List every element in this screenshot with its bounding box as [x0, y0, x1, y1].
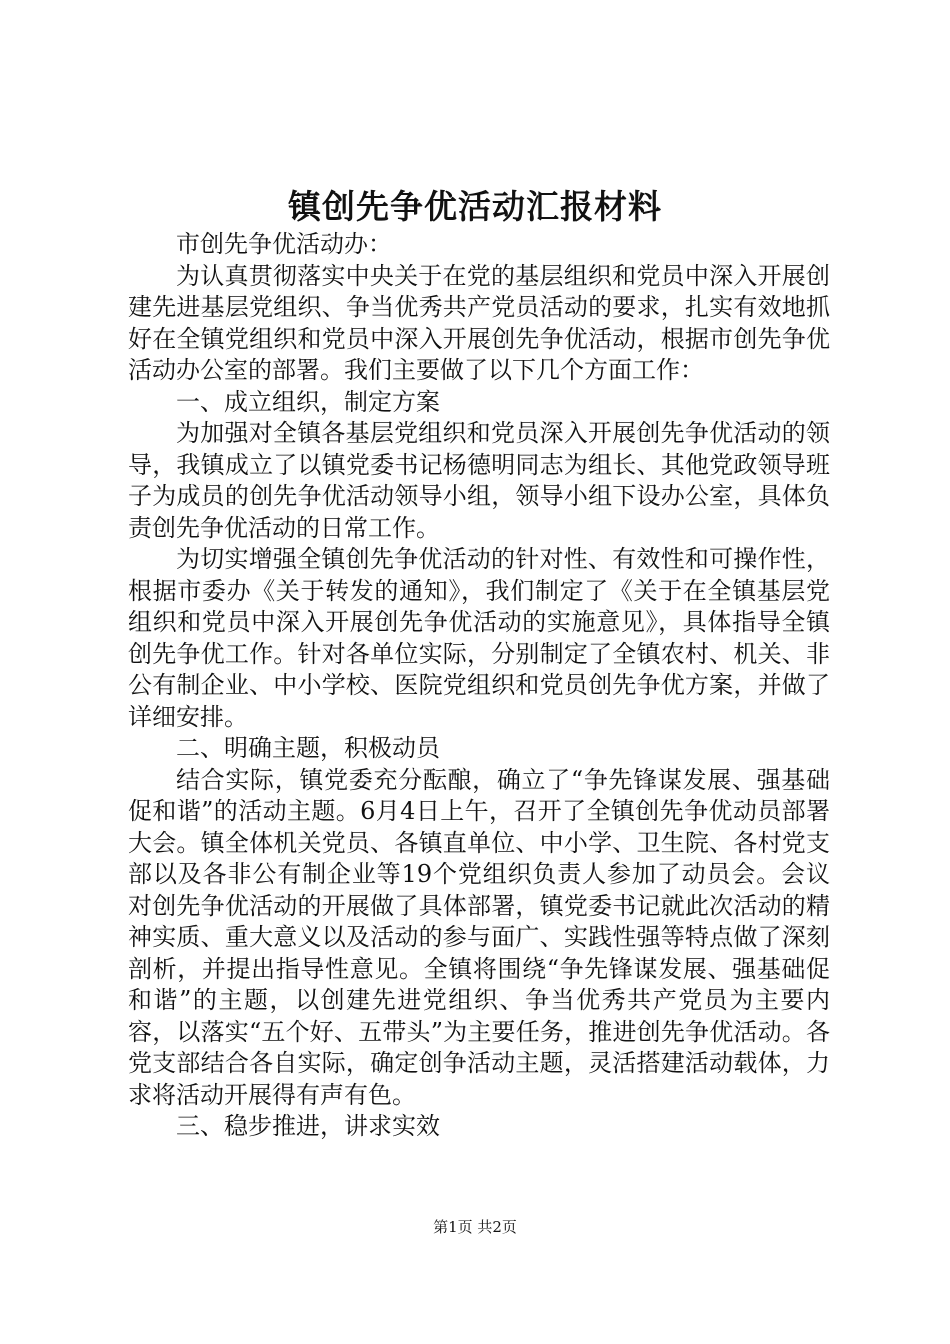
- document-title: 镇创先争优活动汇报材料: [288, 187, 662, 226]
- section-heading-1: 一、成立组织，制定方案: [176, 387, 440, 416]
- body-paragraph: 为加强对全镇各基层党组织和党员深入开展创先争优活动的领导，我镇成立了以镇党委书记杨德明同志为组长、其他党政领导班子为成员的创先争优活动领导小组，领导小组下设办公室，具体负责创先争优活动的日常工作。: [128, 419, 830, 542]
- section-heading-3: 三、稳步推进，讲求实效: [176, 1112, 440, 1140]
- body-paragraph: 为切实增强全镇创先争优活动的针对性、有效性和可操作性，根据市委办《关于转发的通知》，我们制定了《关于在全镇基层党组织和党员中深入开展创先争优活动的实施意见》，具体指导全镇创先争优工作。针对各单位实际，分别制定了全镇农村、机关、非公有制企业、中小学校、医院党组织和党员创先争优方案，并做了详细安排。: [128, 545, 830, 731]
- salutation: 市创先争优活动办：: [176, 230, 392, 258]
- intro-paragraph: 为认真贯彻落实中央关于在党的基层组织和党员中深入开展创建先进基层党组织、争当优秀共产党员活动的要求，扎实有效地抓好在全镇党组织和党员中深入开展创先争优活动，根据市创先争优活动办公室的部署。我们主要做了以下几个方面工作：: [128, 261, 830, 384]
- body-paragraph: 结合实际，镇党委充分酝酿，确立了“争先锋谋发展、强基础促和谐”的活动主题。6月4日上午，召开了全镇创先争优动员部署大会。镇全体机关党员、各镇直单位、中小学、卫生院、各村党支部以及各非公有制企业等19个党组织负责人参加了动员会。会议对创先争优活动的开展做了具体部署，镇党委书记就此次活动的精神实质、重大意义以及活动的参与面广、实践性强等特点做了深刻剖析，并提出指导性意见。全镇将围绕“争先锋谋发展、强基础促和谐”的主题，以创建先进党组织、争当优秀共产党员为主要内容，以落实“五个好、五带头”为主要任务，推进创先争优活动。各党支部结合各自实际，确定创争活动主题，灵活搭建活动载体，力求将活动开展得有声有色。: [128, 765, 830, 1109]
- page-number-footer: 第1页 共2页: [433, 1218, 517, 1236]
- document-body: [128, 229, 830, 1143]
- section-heading-2: 二、明确主题，积极动员: [176, 734, 440, 762]
